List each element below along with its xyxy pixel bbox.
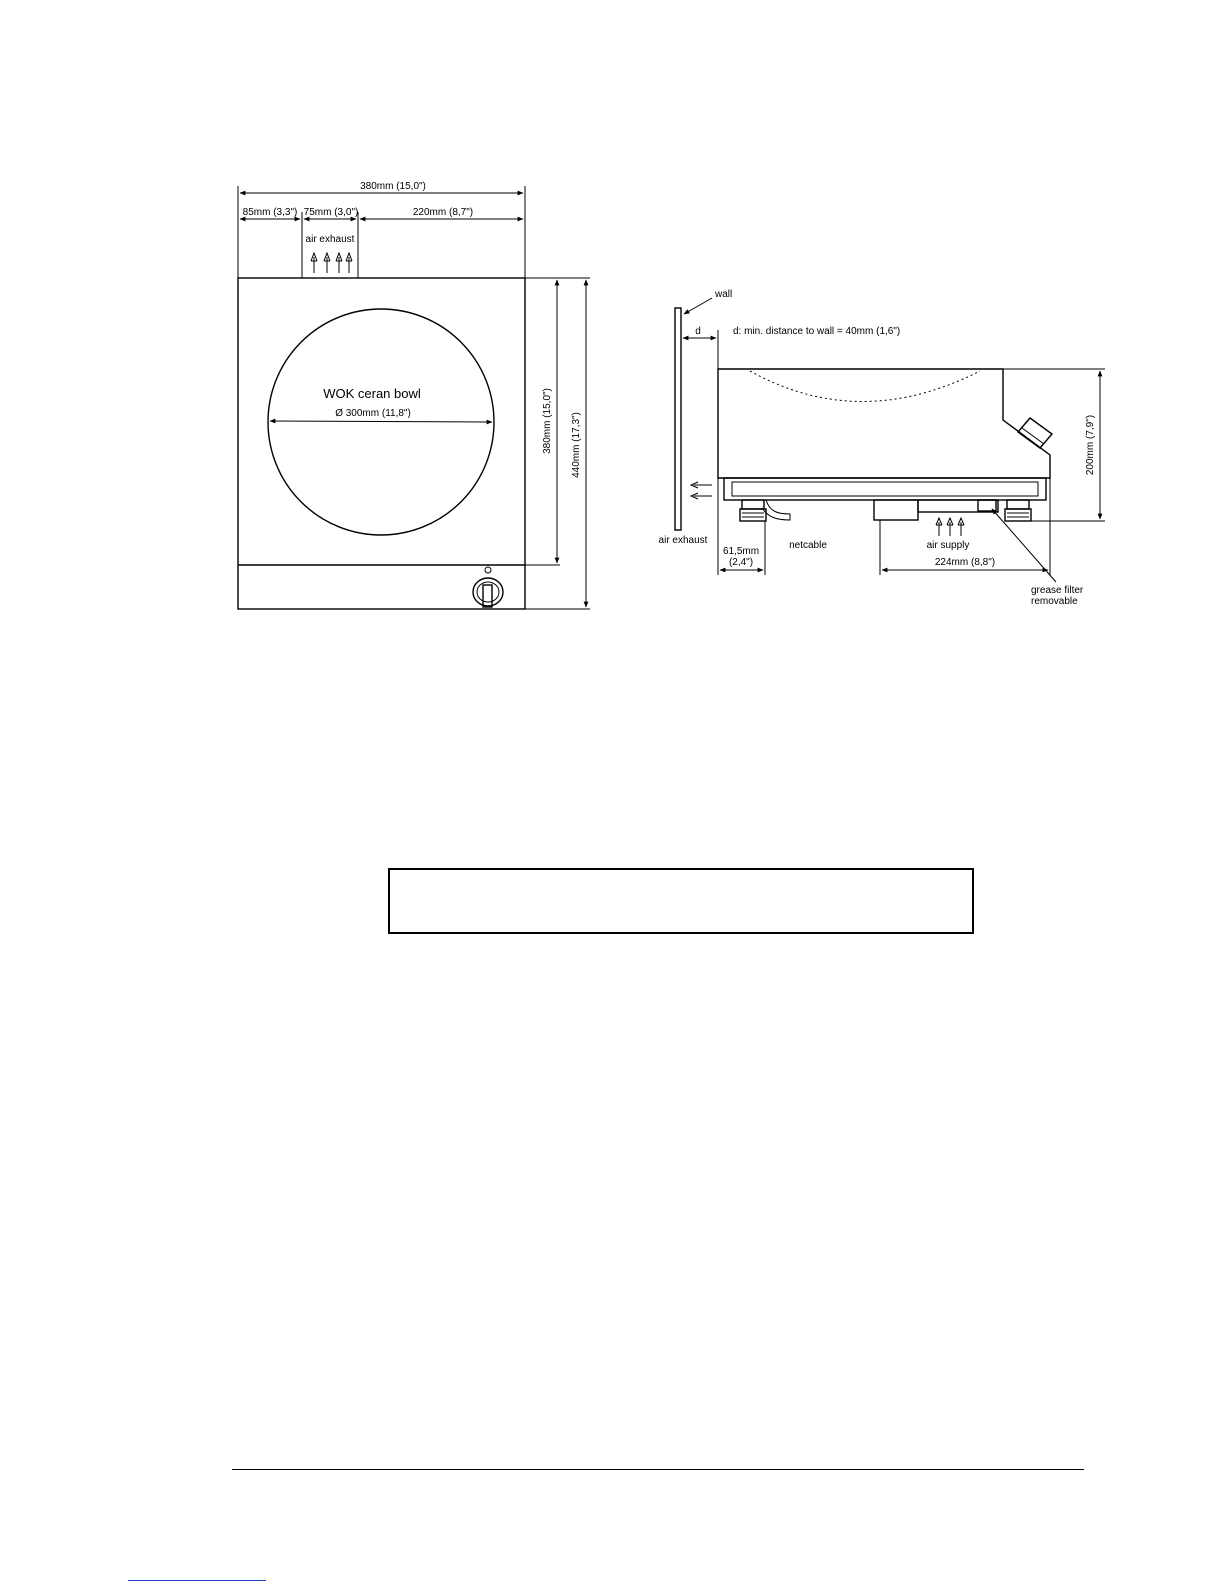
overall-width-label: 380mm (15,0")	[360, 181, 426, 192]
foot-offset-inch-label: (2,4")	[728, 557, 754, 568]
segment-left-label: 85mm (3,3")	[242, 207, 298, 218]
grease-filter-label: grease filter	[1031, 585, 1084, 596]
note-box	[388, 868, 974, 934]
side-air-exhaust-arrows-icon	[691, 482, 712, 499]
top-air-exhaust-label: air exhaust	[305, 234, 355, 245]
footer-rule	[232, 1469, 1084, 1470]
supply-width-label: 224mm (8,8")	[934, 557, 996, 568]
foot-left-icon	[740, 500, 766, 521]
link-underline[interactable]	[128, 1580, 266, 1581]
wall-panel	[675, 308, 681, 530]
control-knob-icon	[473, 567, 503, 607]
depth-inner-label: 380mm (15,0")	[542, 388, 553, 454]
foot-right-icon	[1005, 500, 1031, 521]
segment-middle-label: 75mm (3,0")	[303, 207, 359, 218]
air-supply-label: air supply	[926, 540, 970, 551]
bowl-diameter-label: Ø 300mm (11,8")	[335, 408, 411, 419]
air-supply-arrows-icon	[936, 518, 964, 536]
appliance-side-body	[718, 369, 1050, 478]
d-label: d	[695, 326, 701, 337]
depth-total-label: 440mm (17,3")	[571, 412, 582, 478]
air-exhaust-arrows-icon	[311, 253, 352, 273]
netcable-label: netcable	[789, 540, 827, 551]
side-air-exhaust-label: air exhaust	[658, 535, 708, 546]
top-view	[238, 181, 590, 609]
bowl-title: WOK ceran bowl	[323, 386, 421, 401]
foot-offset-label: 61,5mm	[722, 546, 760, 557]
side-view	[659, 289, 1105, 607]
segment-right-label: 220mm (8,7")	[412, 207, 474, 218]
wall-label: wall	[715, 289, 733, 300]
grease-filter-removable-label: removable	[1031, 596, 1078, 607]
height-label: 200mm (7,9")	[1085, 414, 1096, 476]
min-distance-label: d: min. distance to wall = 40mm (1,6")	[733, 326, 901, 337]
side-knob-icon	[1018, 418, 1052, 448]
